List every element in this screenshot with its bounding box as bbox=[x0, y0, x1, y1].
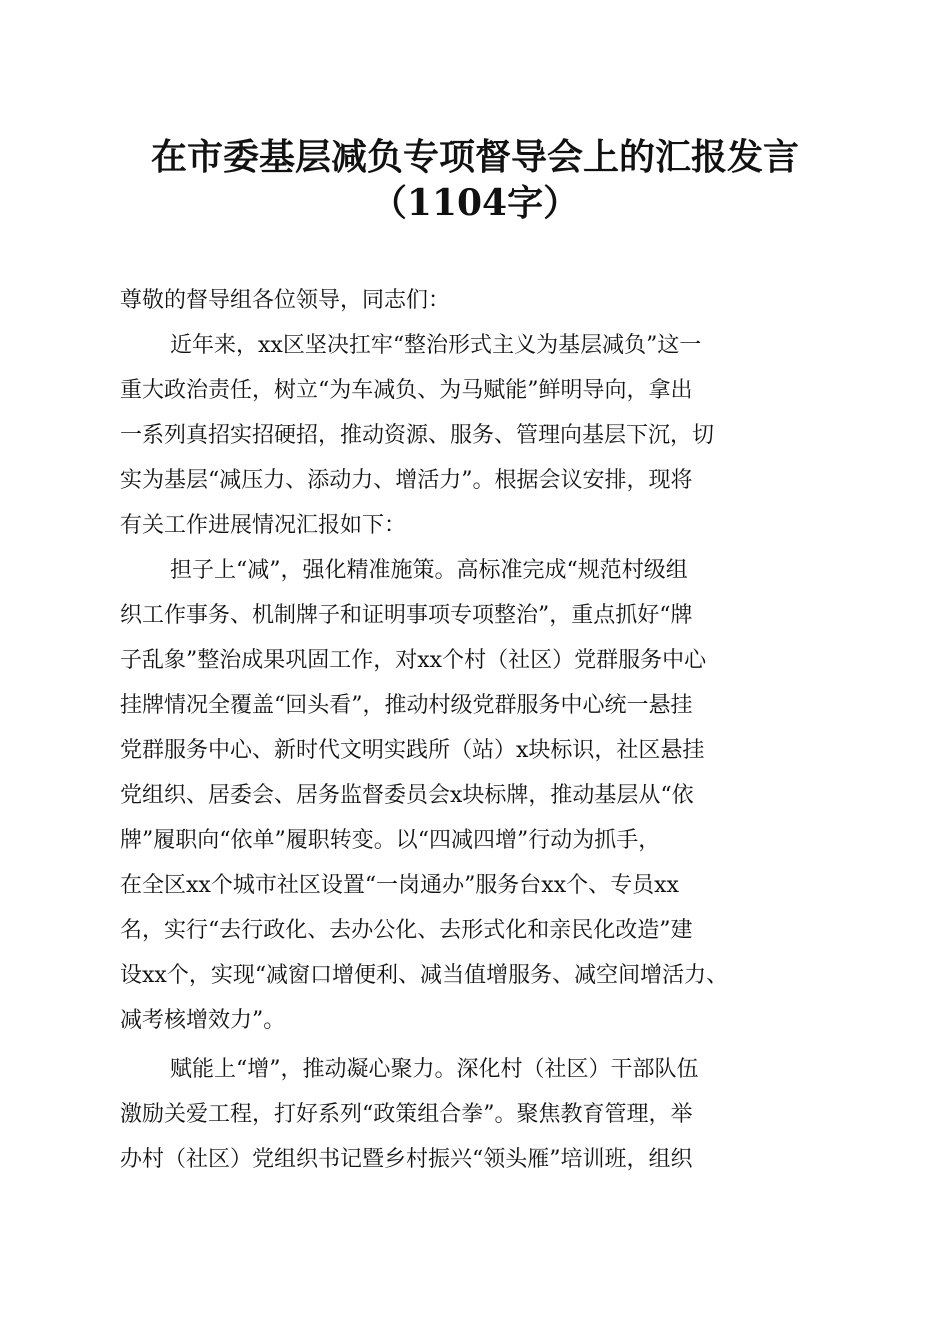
paragraph-reduce-line: 担子上“减”，强化精准施策。高标准完成“规范村级组 bbox=[170, 558, 688, 583]
paragraph-intro-line: 一系列真招实招硬招，推动资源、服务、管理向基层下沉，切 bbox=[120, 423, 715, 448]
paragraph-reduce-line: 名，实行“去行政化、去办公化、去形式化和亲民化改造”建 bbox=[120, 918, 693, 943]
paragraph-intro-line: 实为基层“减压力、添动力、增活力”。根据会议安排，现将 bbox=[120, 468, 693, 493]
paragraph-reduce-line: 设xx个，实现“减窗口增便利、减当值增服务、减空间增活力、 bbox=[120, 963, 729, 988]
paragraph-intro-line: 近年来，xx区坚决扛牢“整治形式主义为基层减负”这一 bbox=[170, 333, 702, 358]
paragraph-reduce-line: 党组织、居委会、居务监督委员会x块标牌，推动基层从“依 bbox=[120, 783, 694, 808]
salutation: 尊敬的督导组各位领导，同志们： bbox=[120, 288, 451, 313]
paragraph-empower-line: 办村（社区）党组织书记暨乡村振兴“领头雁”培训班，组织 bbox=[120, 1147, 693, 1172]
paragraph-empower-line: 激励关爱工程，打好系列“政策组合拳”。聚焦教育管理，举 bbox=[120, 1102, 693, 1127]
paragraph-empower-line: 赋能上“增”，推动凝心聚力。深化村（社区）干部队伍 bbox=[170, 1057, 699, 1082]
title-main: 在市委基层减负专项督导会上的汇报发言 bbox=[150, 136, 799, 178]
paragraph-intro-line: 有关工作进展情况汇报如下： bbox=[120, 513, 407, 538]
paragraph-reduce-line: 减考核增效力”。 bbox=[120, 1008, 286, 1033]
paragraph-reduce-line: 子乱象”整治成果巩固工作，对xx个村（社区）党群服务中心 bbox=[120, 648, 707, 673]
paragraph-reduce-line: 牌”履职向“依单”履职转变。以“四减四增”行动为抓手， bbox=[120, 828, 661, 853]
document-title bbox=[0, 134, 950, 226]
paragraph-reduce-line: 织工作事务、机制牌子和证明事项专项整治”，重点抓好“牌 bbox=[120, 603, 693, 628]
title-word-count: （1104字） bbox=[370, 182, 580, 224]
paragraph-reduce-line: 挂牌情况全覆盖“回头看”，推动村级党群服务中心统一悬挂 bbox=[120, 693, 693, 718]
document-body bbox=[120, 278, 830, 1182]
paragraph-reduce-line: 党群服务中心、新时代文明实践所（站）x块标识，社区悬挂 bbox=[120, 738, 705, 763]
paragraph-reduce-line: 在全区xx个城市社区设置“一岗通办”服务台xx个、专员xx bbox=[120, 873, 679, 898]
paragraph-intro-line: 重大政治责任，树立“为车减负、为马赋能”鲜明导向，拿出 bbox=[120, 378, 693, 403]
